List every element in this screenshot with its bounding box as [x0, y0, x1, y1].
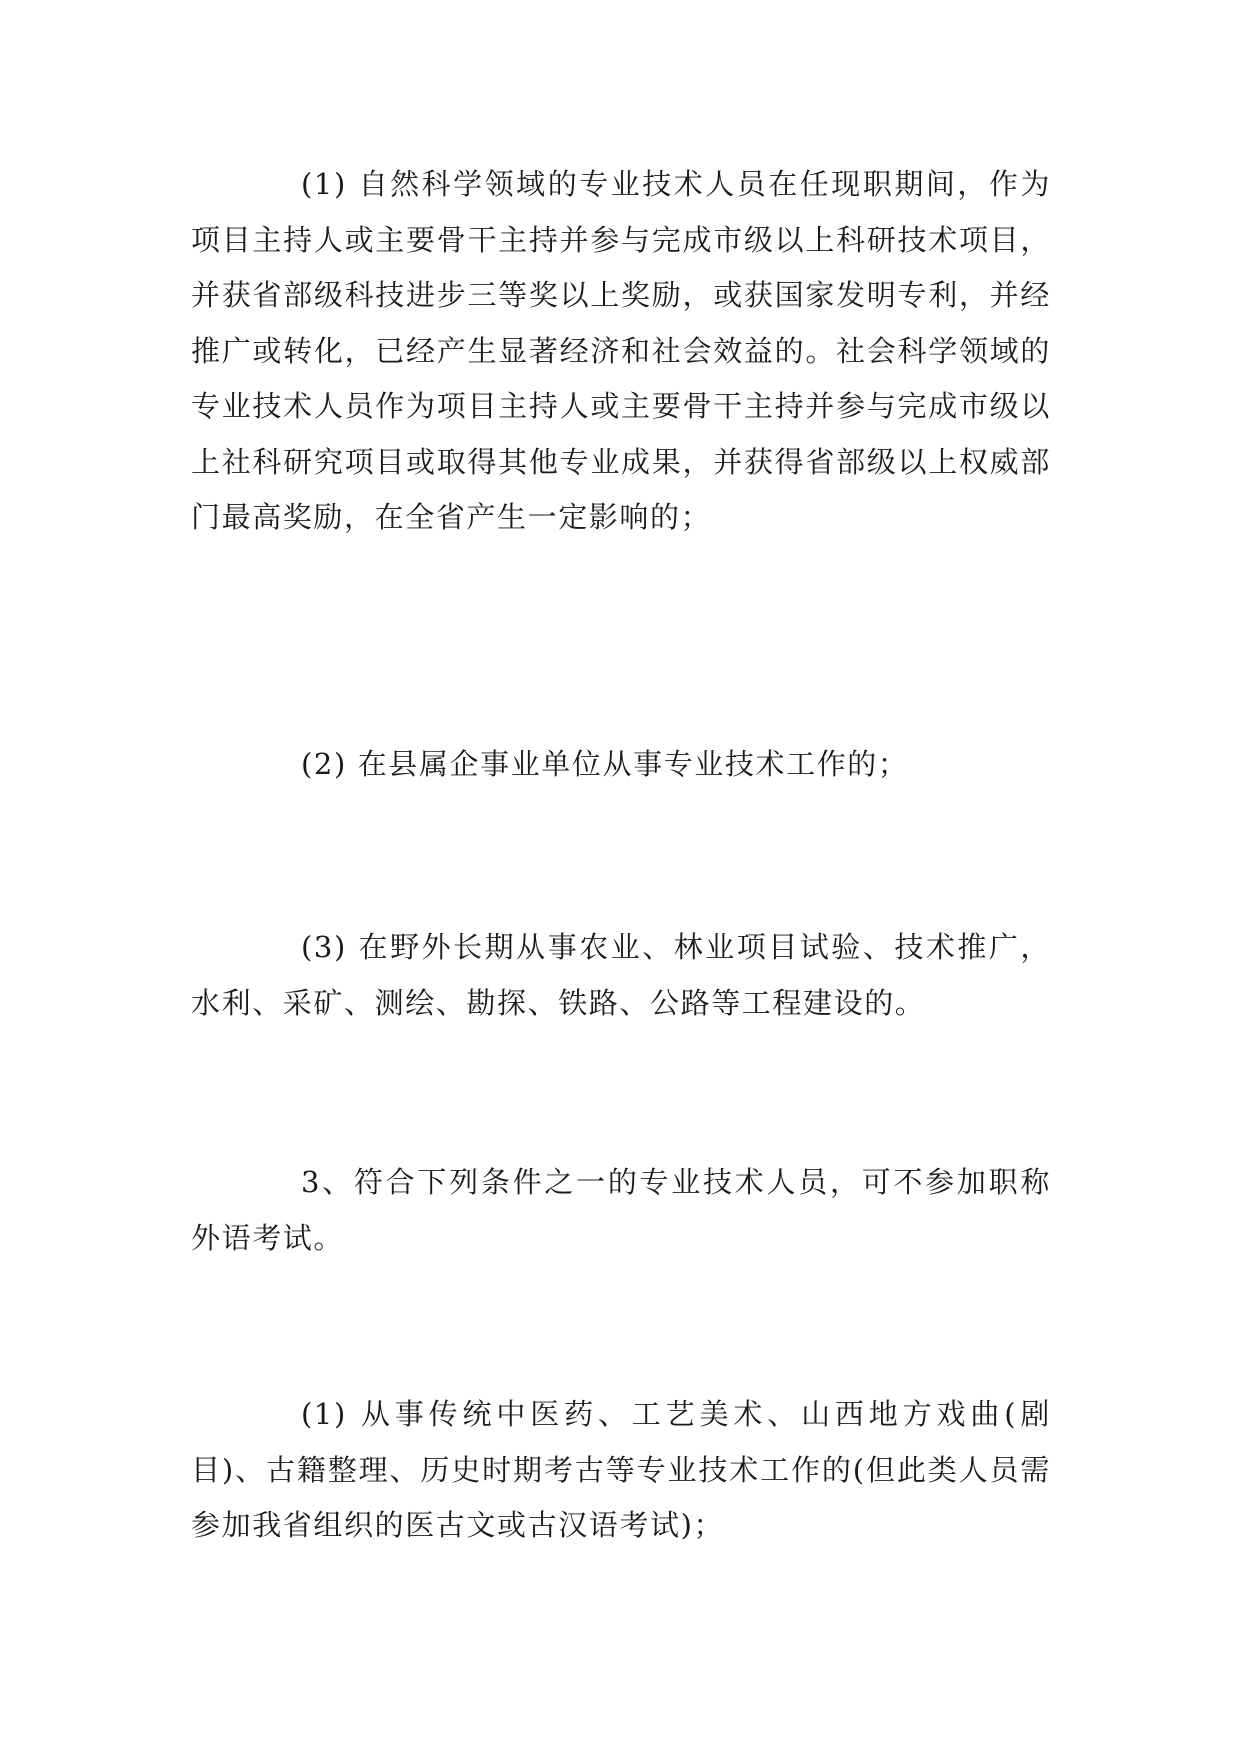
paragraph-exemption-item-1: (1) 从事传统中医药、工艺美术、山西地方戏曲(剧目)、古籍整理、历史时期考古等专业技术工作的(但此类人员需参加我省组织的医古文或古汉语考试)；: [191, 1397, 1051, 1542]
paragraph-item-2-county-units: (2) 在县属企事业单位从事专业技术工作的；: [301, 747, 909, 781]
paragraph-item-3-field-work: (3) 在野外长期从事农业、林业项目试验、技术推广，水利、采矿、测绘、勘探、铁路、公路等工程建设的。: [191, 930, 1051, 1020]
paragraph-section-3-exemption: 3、符合下列条件之一的专业技术人员，可不参加职称外语考试。: [191, 1165, 1051, 1255]
paragraph-item-1-achievements: (1) 自然科学领域的专业技术人员在任现职期间，作为项目主持人或主要骨干主持并参与完成市级以上科研技术项目，并获省部级科技进步三等奖以上奖励，或获国家发明专利，并经推广或转化，已经产生显著经济和社会效益的。社会科学领域的专业技术人员作为项目主持人或主要骨干主持并参与完成市级以上社科研究项目或取得其他专业成果，并获得省部级以上权威部门最高奖励，在全省产生一定影响的；: [191, 167, 1051, 534]
